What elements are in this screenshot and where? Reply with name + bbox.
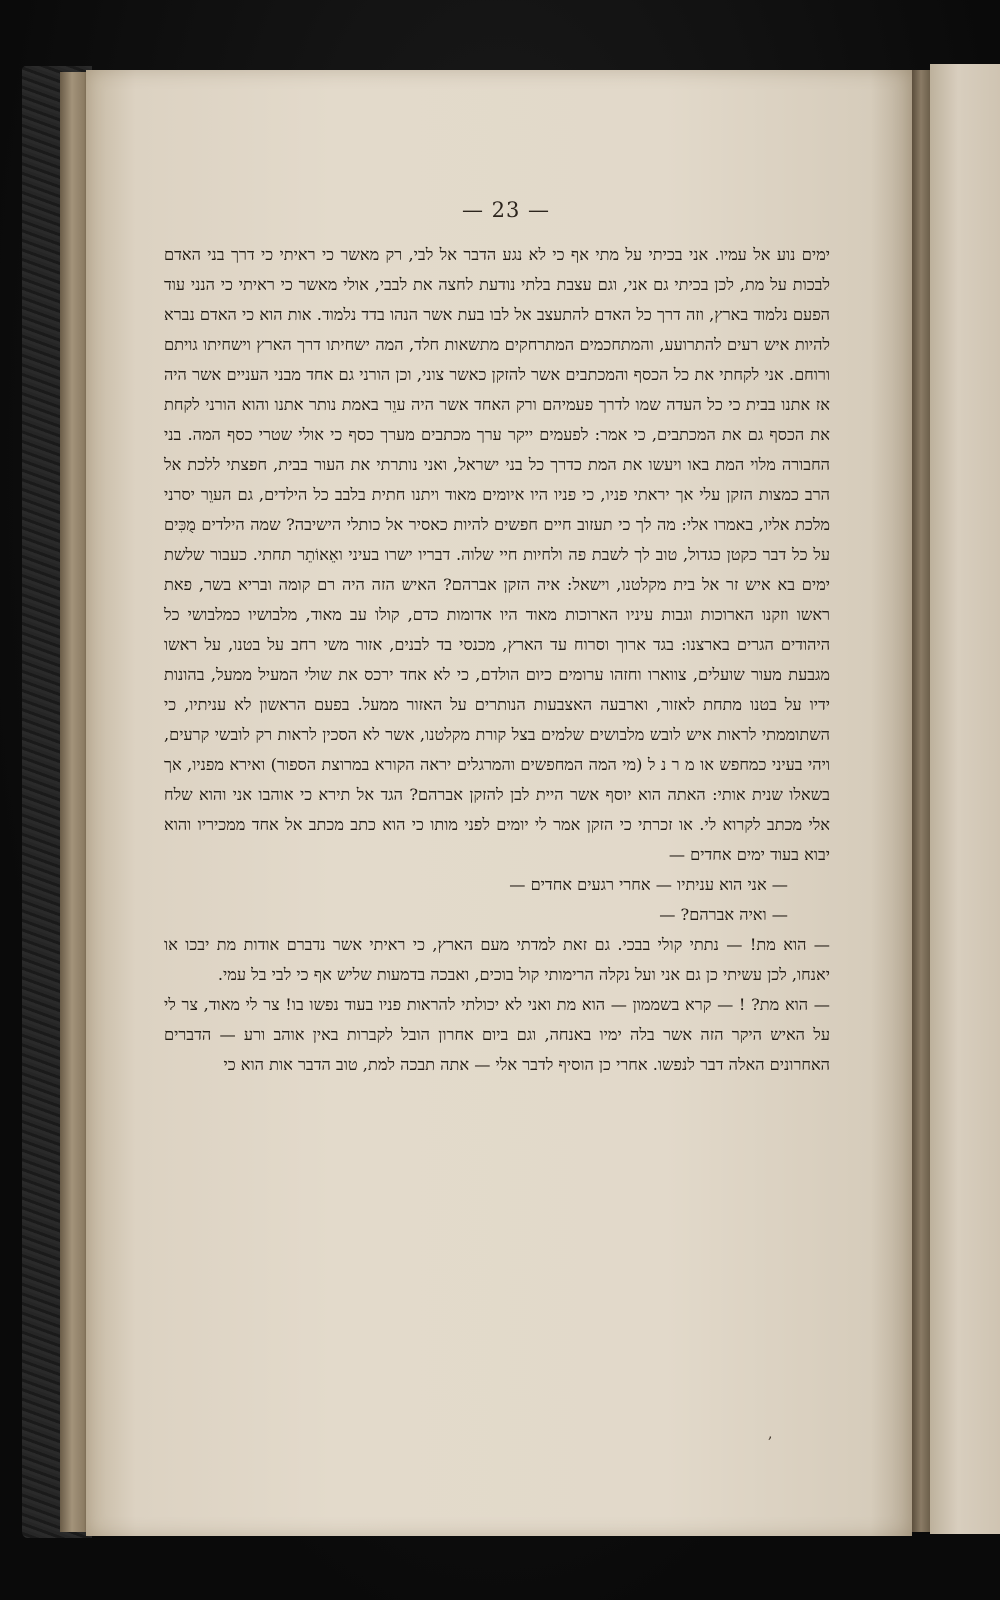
dialogue-line-2: — ואיה אברהם? — <box>659 905 788 924</box>
dialogue-line-1: — אני הוא עניתיו — אחרי רגעים אחדים — <box>509 875 788 894</box>
page-text <box>164 240 830 1080</box>
paragraph-2: — הוא מת! — נתתי קולי בבכי. גם זאת למדתי מעם הארץ, כי ראיתי אשר נדברם אודות מת יבכו או יאנחו, לכן עשיתי כן גם אני ועל נקלה הרימותי קול בוכים, ואבכה בדמעות שליש אף כי לבי בל עמי. <box>164 935 830 984</box>
paragraph-3: — הוא מת? ! — קרא בשממון — הוא מת ואני לא יכולתי להראות פניו בעוד נפשו בו! צר לי מאוד, צר לי על האיש היקר הזה אשר בלה ימיו באנחה, וגם ביום אחרון הובל לקברות באין אוהב ורע — הדברים האחרונים האלה דבר לנפשו. אחרי כן הוסיף לדבר אלי — אתה תבכה למת, טוב הדבר אות הוא כי <box>164 995 830 1074</box>
paragraph-1: ימים נוע אל עמיו. אני בכיתי על מתי אף כי לא נגע הדבר אל לבי, רק מאשר כי ראיתי כי דרך בני האדם לבכות על מת, לכן בכיתי גם אני, וגם עצבת בלתי נודעת לחצה את לבבי, אולי מאשר כי ראיתי כי הנני עוד הפעם נלמוד בארץ, וזה דרך כל האדם להתעצב אל לבו בעת אשר הנהו בדד נלמוד. אות הוא כי האדם נברא להיות איש רעים להתרועע, והמתחכמים המתרחקים מתשאות חלד, המה ישחיתו דרך הארץ וישחיתו גויתם ורוחם. אני לקחתי את כל הכסף והמכתבים אשר להזקן כאשר צוני, וכן הורני גם אחד מבני העניים אשר היה אז אתנו בבית כי כל העדה שמו לדרך פעמיהם ורק האחד אשר היה עוֵר באמת נותר אתנו והוא הורני לקחת את הכסף גם את המכתבים, כי אמר: לפעמים ייקר ערך מכתבים מערך כסף כי אולי שטרי כסף המה. בני החבורה מלוי המת באו ויעשו את המת כדרך כל בני ישראל, ואני נותרתי את העור בבית, חפצתי ללכת אל הרב כמצות הזקן עלי אך יראתי פניו, כי פניו היו איומים מאוד ויתנו חתית בלבב כל הילדים, גם העוֵר יסרני מלכת אליו, באמרו אלי: מה לך כי תעזוב חיים חפשים להיות כאסיר אל כותלי הישיבה? שמה הילדים מֻכִּים על כל דבר כקטן כגדול, טוב לך לשבת פה ולחיות חיי שלוה. דבריו ישרו בעיני ואֵאוֹתֵר תחתי. כעבור שלשת ימים בא איש זר אל בית מקלטנו, וישאל: איה הזקן אברהם? האיש הזה היה רם קומה ובריא בשר, פאת ראשו וזקנו הארוכות וגבות עיניו הארוכות מאוד היו אדומות כדם, קולו עב מאוד, מלבושיו כמלבושי כל היהודים הגרים בארצנו: בגד ארוך וסרוח עד הארץ, מכנסי בד לבנים, אזור משי רחב על בטנו, על ראשו מגבעת מעור שועלים, צווארו וחזהו ערומים כיום הולדם, כי לא אחד ירכס את שולי המעיל ממעל, בהונות ידיו על בטנו מתחת לאזור, וארבעה האצבעות הנותרים על האזור ממעל. בפעם הראשון לא עניתיו, כי השתוממתי לראות איש לובש מלבושים שלמים בצל קורת מקלטנו, אשר לא הסכין לראות רק לובשי קרעים, ויהי בעיני כמחפש או מ ר נ ל (מי המה המחפשים והמרגלים יראה הקורא במרוצת הספור) ואירא מפניו, אך בשאלו שנית אותי: האתה הוא יוסף אשר היית לבן להזקן אברהם? הגד אל תירא כי אוהבו אני והוא שלח אלי מכתב לקרוא לי. או זכרתי כי הזקן אמר לי יומים לפני מותו כי הוא כתב מכתב אל אחד ממכיריו והוא יבוא בעוד ימים אחדים — <box>164 245 830 864</box>
facing-page <box>930 64 1000 1534</box>
page-number: — 23 — <box>461 198 551 222</box>
book-gutter <box>912 70 930 1532</box>
stray-mark: , <box>768 1426 773 1442</box>
